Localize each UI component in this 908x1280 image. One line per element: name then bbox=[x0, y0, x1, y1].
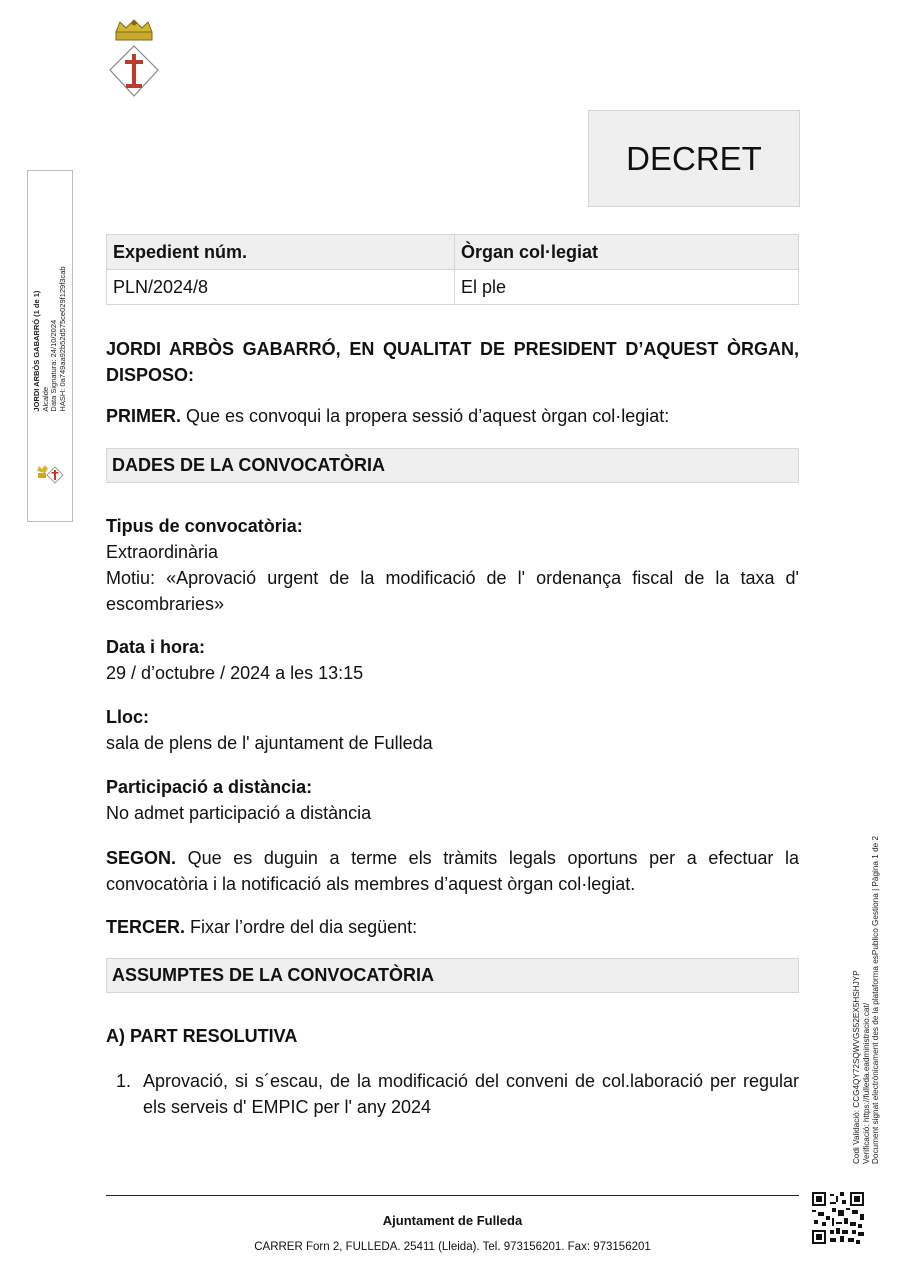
lloc-block bbox=[106, 704, 799, 756]
assumptes-header-text: ASSUMPTES DE LA CONVOCATÒRIA bbox=[112, 965, 435, 985]
footer-divider bbox=[106, 1195, 799, 1196]
decree-heading: JORDI ARBÒS GABARRÓ, EN QUALITAT DE PRESIDENT D’AQUEST ÒRGAN, DISPOSO: bbox=[106, 339, 799, 385]
table-header-row bbox=[107, 235, 799, 270]
dades-header-text: DADES DE LA CONVOCATÒRIA bbox=[112, 455, 386, 475]
decret-title-box bbox=[588, 110, 800, 207]
item-text: Aprovació, si s´escau, de la modificació del conveni de col.laboració per regular els serveis d' EMPIC per l' any 2024 bbox=[143, 1071, 799, 1117]
footer-address: CARRER Forn 2, FULLEDA. 25411 (Lleida). Tel. 973156201. Fax: 973156201 bbox=[254, 1241, 651, 1253]
qr-code-icon bbox=[812, 1192, 864, 1244]
signed-platform-note: Document signat electrònicament des de la plataforma esPublico Gestiona | Pàgina 1 de 2 bbox=[870, 836, 880, 1164]
segon-label: SEGON. bbox=[106, 848, 177, 868]
tipus-block bbox=[106, 513, 799, 617]
lloc-label: Lloc: bbox=[106, 707, 149, 727]
participacio-value: No admet participació a distància bbox=[106, 803, 372, 823]
data-hora-value: 29 / d’octubre / 2024 a les 13:15 bbox=[106, 663, 364, 683]
primer-paragraph bbox=[106, 403, 799, 429]
tipus-label: Tipus de convocatòria: bbox=[106, 516, 303, 536]
tipus-value: Extraordinària bbox=[106, 542, 219, 562]
segon-text: Que es duguin a terme els tràmits legals oportuns per a efectuar la convocatòria i la notificació als membres d’aquest òrgan col·legiat. bbox=[106, 848, 799, 894]
decret-title: DECRET bbox=[626, 139, 762, 177]
tercer-text: Fixar l’ordre del dia següent: bbox=[185, 917, 418, 937]
primer-text: Que es convoqui la propera sessió d’aquest òrgan col·legiat: bbox=[181, 406, 670, 426]
verification-url: Verificació: https://fulleda.eadministracio.cat/ bbox=[861, 1002, 871, 1164]
data-hora-label: Data i hora: bbox=[106, 637, 206, 657]
dades-section-header bbox=[106, 448, 799, 483]
validation-code: Codi Validació: CCG4QY72SQWVGS52EX5HSHJYP bbox=[851, 970, 861, 1164]
signature-text bbox=[33, 266, 67, 411]
participacio-label: Participació a distància: bbox=[106, 777, 313, 797]
signer-name: JORDI ARBÒS GABARRÓ (1 de 1) bbox=[32, 290, 41, 412]
tercer-paragraph bbox=[106, 914, 799, 940]
signature-hash: HASH: 0a749aa92b52d575ce029f129f3cab bbox=[57, 266, 67, 412]
part-resolutiva-heading: A) PART RESOLUTIVA bbox=[106, 1026, 298, 1046]
data-hora-block bbox=[106, 634, 799, 686]
participacio-block bbox=[106, 774, 799, 826]
signature-crest-icon bbox=[35, 463, 65, 487]
assumptes-section-header bbox=[106, 958, 799, 993]
footer-title: Ajuntament de Fulleda bbox=[382, 1213, 523, 1228]
item-number: 1. bbox=[116, 1071, 132, 1091]
expedient-value: PLN/2024/8 bbox=[107, 270, 455, 305]
signature-date: Data Signatura: 24/10/2024 bbox=[49, 319, 58, 412]
municipal-crest-logo bbox=[106, 18, 162, 102]
motiu-text: Motiu: «Aprovació urgent de la modificació de l' ordenança fiscal de la taxa d' escombraries» bbox=[106, 568, 799, 614]
organ-value: El ple bbox=[455, 270, 799, 305]
signature-stamp bbox=[27, 170, 73, 522]
segon-paragraph bbox=[106, 845, 799, 897]
tercer-label: TERCER. bbox=[106, 917, 186, 937]
lloc-value: sala de plens de l' ajuntament de Fulleda bbox=[106, 733, 433, 753]
validation-side-text bbox=[852, 836, 881, 1164]
primer-label: PRIMER. bbox=[106, 406, 182, 426]
expedient-table bbox=[106, 234, 799, 305]
expedient-header: Expedient núm. bbox=[107, 235, 455, 270]
list-item bbox=[116, 1068, 799, 1120]
organ-header: Òrgan col·legiat bbox=[455, 235, 799, 270]
signer-role: Alcalde bbox=[40, 386, 50, 412]
table-row bbox=[107, 270, 799, 305]
